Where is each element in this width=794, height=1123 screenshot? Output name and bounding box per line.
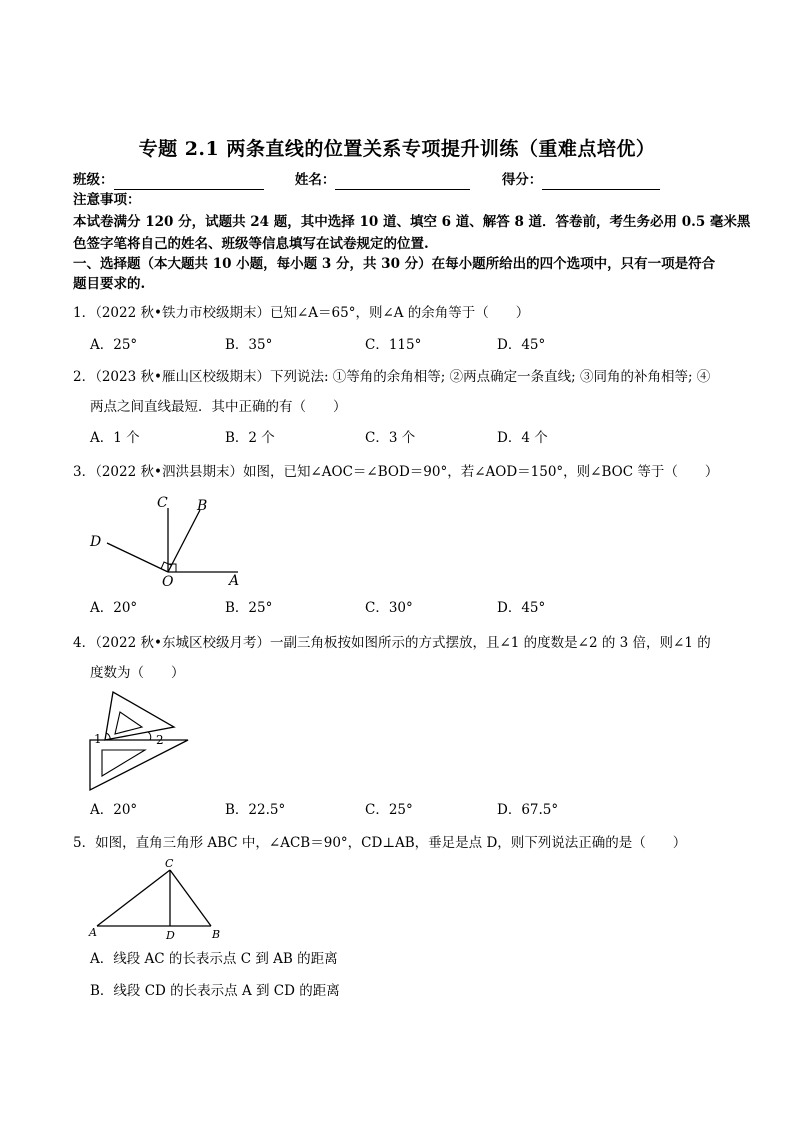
info-line [73, 170, 660, 190]
q5-figure [85, 856, 235, 944]
question-3-stem: 3．（2022 秋•泗洪县期末）如图，已知∠AOC＝∠BOD＝90°，若∠AOD＝150°，则∠BOC 等于（ ） [73, 464, 719, 480]
q3-label-d: D [90, 534, 102, 550]
q4-figure [80, 690, 200, 795]
q1-option-c[interactable]: C．115° [365, 337, 422, 353]
q4-angle-1-label: 1 [94, 732, 102, 746]
score-label: 得分： [501, 172, 543, 188]
page-title: 专题 2.1 两条直线的位置关系专项提升训练（重难点培优） [138, 138, 656, 160]
q3-label-a: A [229, 573, 240, 589]
q5-option-a[interactable]: A．线段 AC 的长表示点 C 到 AB 的距离 [90, 951, 338, 967]
q4-angle-2-label: 2 [156, 733, 164, 747]
q3-label-c: C [157, 495, 168, 511]
notice-line-2: 色签字笔将自己的姓名、班级等信息填写在试卷规定的位置. [73, 236, 429, 252]
question-1-stem: 1．（2022 秋•铁力市校级期末）已知∠A＝65°，则∠A 的余角等于（ ） [73, 305, 530, 321]
q5-label-b: B [212, 928, 221, 941]
question-4-stem: 4．（2022 秋•东城区校级月考）一副三角板按如图所示的方式摆放，且∠1 的度数是∠2 的 3 倍，则∠1 的 [73, 635, 711, 651]
name-label: 姓名： [294, 172, 336, 188]
question-2-stem: 2．（2023 秋•雁山区校级期末）下列说法: ①等角的余角相等; ②两点确定一条直线; ③同角的补角相等; ④ [73, 369, 711, 385]
q5-label-d: D [166, 929, 175, 942]
q5-label-c: C [165, 857, 174, 870]
q2-option-b[interactable]: B．2 个 [225, 430, 275, 446]
q4-option-b[interactable]: B．22.5° [225, 802, 286, 818]
q5-label-a: A [89, 926, 97, 939]
q1-option-b[interactable]: B．35° [225, 337, 273, 353]
notice-line-1: 本试卷满分 120 分，试题共 24 题，其中选择 10 道、填空 6 道、解答 8 道．答卷前，考生务必用 0.5 毫米黑 [73, 214, 751, 230]
q4-option-c[interactable]: C．25° [365, 802, 413, 818]
question-5-stem: 5．如图，直角三角形 ABC 中，∠ACB＝90°，CD⊥AB，垂足是点 D，则下列说法正确的是（ ） [73, 835, 687, 851]
class-blank [114, 173, 264, 190]
q3-figure [85, 490, 255, 590]
q5-option-b[interactable]: B．线段 CD 的长表示点 A 到 CD 的距离 [90, 983, 340, 999]
q1-option-d[interactable]: D．45° [497, 337, 546, 353]
q3-label-o: O [162, 574, 174, 590]
question-2-stem-cont: 两点之间直线最短．其中正确的有（ ） [90, 399, 347, 415]
question-4-stem-cont: 度数为（ ） [90, 665, 185, 681]
section-heading-2: 题目要求的. [73, 276, 146, 292]
section-heading-1: 一、选择题（本大题共 10 小题，每小题 3 分，共 30 分）在每小题所给出的四个选项中，只有一项是符合 [73, 256, 716, 272]
q3-option-b[interactable]: B．25° [225, 600, 273, 616]
class-label: 班级： [73, 172, 114, 188]
q4-option-d[interactable]: D．67.5° [497, 802, 559, 818]
q3-option-a[interactable]: A．20° [90, 600, 138, 616]
name-blank [335, 173, 470, 190]
q2-option-c[interactable]: C．3 个 [365, 430, 416, 446]
notice-heading: 注意事项： [73, 192, 141, 208]
q3-option-d[interactable]: D．45° [497, 600, 546, 616]
q1-option-a[interactable]: A．25° [90, 337, 138, 353]
q3-label-b: B [197, 498, 208, 514]
q2-option-a[interactable]: A．1 个 [90, 430, 140, 446]
q3-option-c[interactable]: C．30° [365, 600, 413, 616]
q2-option-d[interactable]: D．4 个 [497, 430, 548, 446]
score-blank [542, 173, 660, 190]
q4-option-a[interactable]: A．20° [90, 802, 138, 818]
